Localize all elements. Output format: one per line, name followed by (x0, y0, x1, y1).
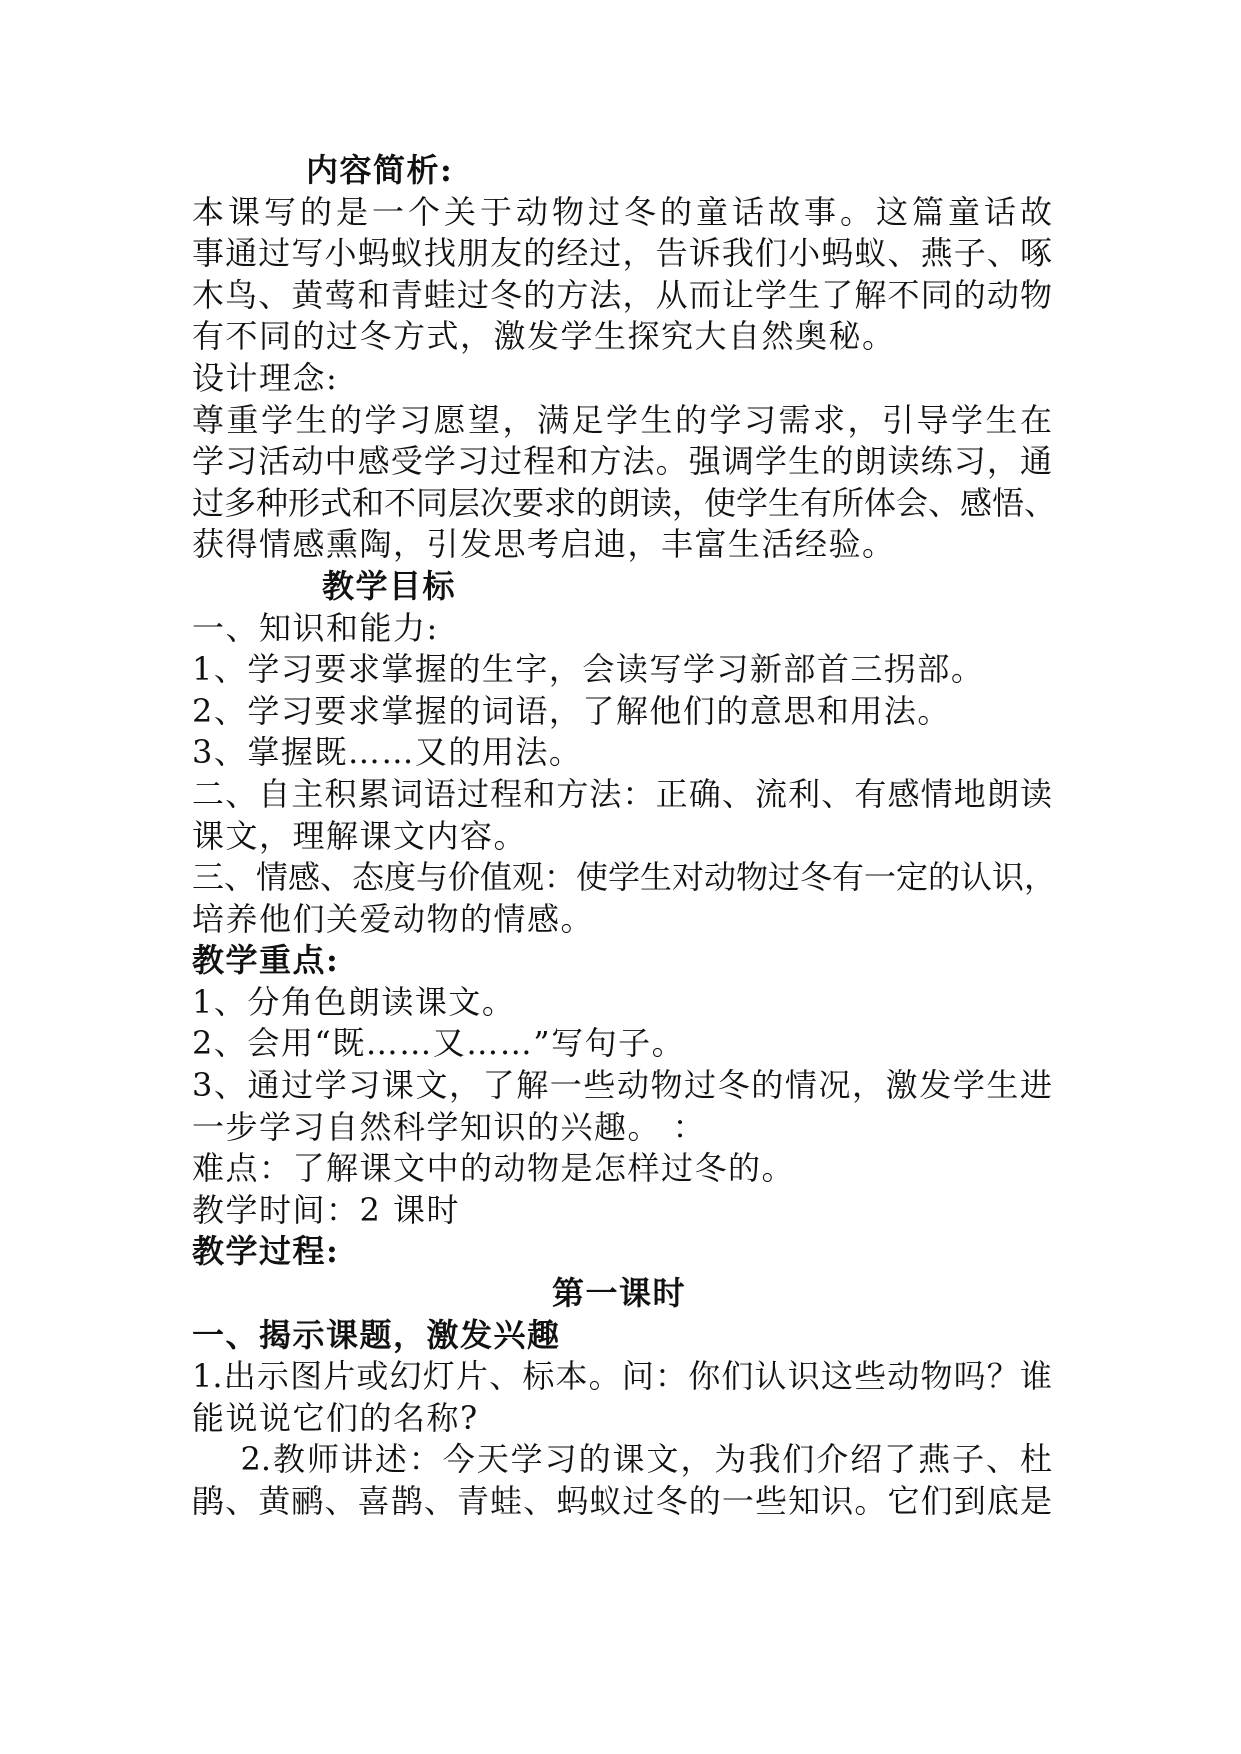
step1-item2-line-2: 鹃、黄鹂、喜鹊、青蛙、蚂蚁过冬的一些知识。它们到底是 (192, 1482, 1052, 1520)
heading-teaching-goals: 教学目标 (322, 566, 457, 605)
goals-process-line-2: 课文，理解课文内容。 (192, 816, 528, 855)
difficulty-line: 难点：了解课文中的动物是怎样过冬的。 (192, 1149, 796, 1188)
step1-item1-line-1: 1.出示图片或幻灯片、标本。问：你们认识这些动物吗？谁 (192, 1357, 1052, 1396)
key-item-3-line-1: 3、通过学习课文，了解一些动物过冬的情况，激发学生进 (192, 1066, 1052, 1105)
intro-line-2: 事通过写小蚂蚁找朋友的经过，告诉我们小蚂蚁、燕子、啄 (192, 234, 1052, 273)
key-item-3-line-2: 一步学习自然科学知识的兴趣。 ： (192, 1107, 707, 1146)
step1-item1-line-2: 能说说它们的名称? (192, 1398, 479, 1437)
goals-knowledge-title: 一、知识和能力: (192, 608, 439, 647)
intro-line-4: 有不同的过冬方式，激发学生探究大自然奥秘。 (192, 317, 896, 356)
heading-step-1: 一、揭示课题，激发兴趣 (192, 1315, 561, 1354)
goals-knowledge-item-2: 2、学习要求掌握的词语，了解他们的意思和用法。 (192, 691, 951, 730)
goals-knowledge-item-3: 3、掌握既……又的用法。 (192, 733, 583, 772)
key-item-2: 2、会用“既……又……”写句子。 (192, 1024, 686, 1063)
design-line-3: 过多种形式和不同层次要求的朗读，使学生有所体会、感悟、 (192, 483, 1057, 522)
goals-process-line-1: 二、自主积累词语过程和方法：正确、流利、有感情地朗读 (192, 774, 1052, 813)
design-line-1: 尊重学生的学习愿望，满足学生的学习需求，引导学生在 (192, 400, 1052, 439)
design-line-2: 学习活动中感受学习过程和方法。强调学生的朗读练习，通 (192, 442, 1052, 481)
step1-item2-line-1: 2.教师讲述：今天学习的课文，为我们介绍了燕子、杜 (192, 1440, 1052, 1479)
document-body (192, 150, 1057, 1523)
goals-knowledge-item-1: 1、学习要求掌握的生字，会读写学习新部首三拐部。 (192, 650, 985, 689)
heading-first-lesson: 第一课时 (552, 1274, 687, 1313)
heading-content-analysis: 内容简析: (306, 151, 454, 189)
intro-line-1: 本课写的是一个关于动物过冬的童话故事。这篇童话故 (192, 192, 1052, 231)
goals-emotion-line-2: 培养他们关爱动物的情感。 (192, 899, 595, 938)
design-line-4: 获得情感熏陶，引发思考启迪，丰富生活经验。 (192, 525, 896, 564)
intro-line-3: 木鸟、黄莺和青蛙过冬的方法，从而让学生了解不同的动物 (192, 275, 1052, 314)
key-item-1: 1、分角色朗读课文。 (192, 982, 516, 1021)
heading-design-concept: 设计理念: (192, 358, 339, 397)
heading-key-points: 教学重点: (192, 941, 340, 980)
teaching-time-line: 教学时间：2 课时 (192, 1190, 461, 1229)
goals-emotion-line-1: 三、情感、态度与价值观：使学生对动物过冬有一定的认识， (192, 858, 1057, 897)
heading-teaching-process: 教学过程: (192, 1232, 340, 1271)
